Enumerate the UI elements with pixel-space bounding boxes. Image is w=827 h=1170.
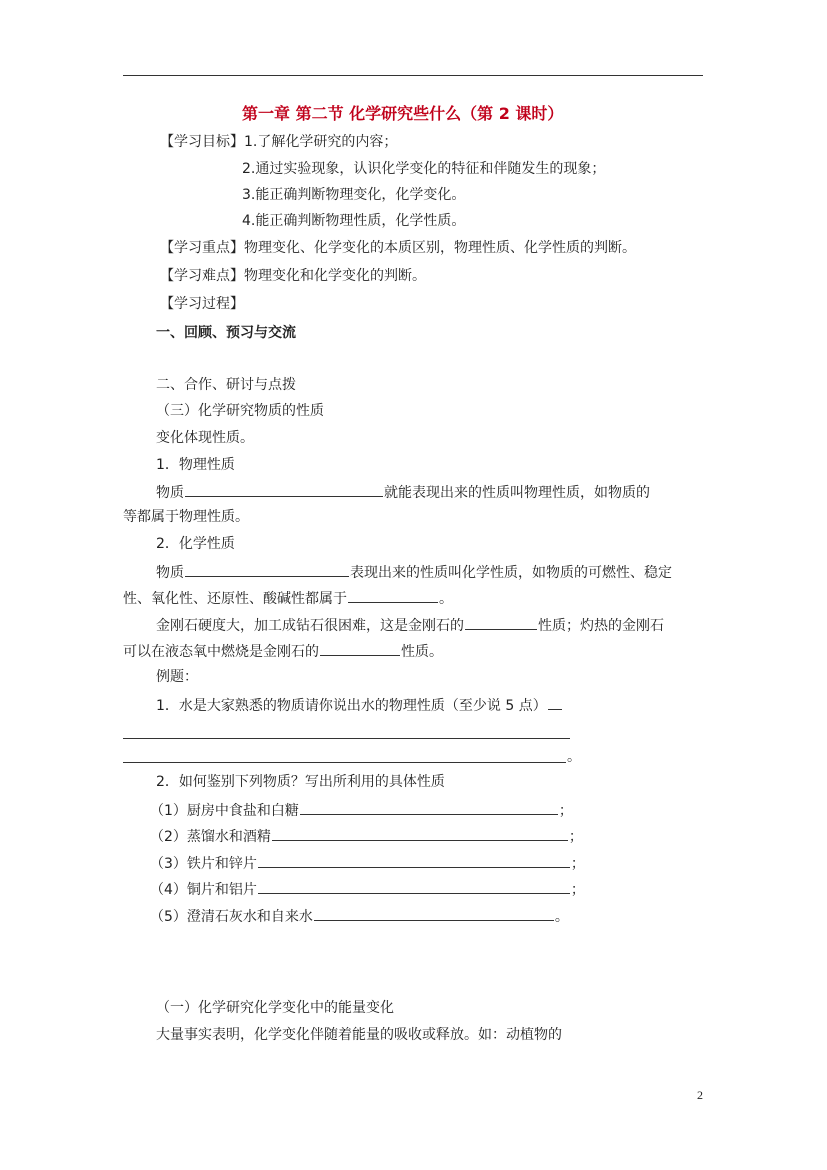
diamond-line-1: [156, 615, 664, 635]
difficulties-row: [160, 267, 426, 285]
text-span: 物质: [156, 485, 184, 501]
q2-item: [150, 879, 585, 899]
fill-blank[interactable]: [272, 826, 568, 841]
fill-blank[interactable]: [185, 562, 349, 577]
q2-item: [150, 906, 569, 926]
question-1: [156, 695, 563, 715]
subsection-heading: （一）化学研究化学变化中的能量变化: [156, 1000, 394, 1016]
question-text: 1．水是大家熟悉的物质请你说出水的物理性质（至少说 5 点）: [156, 698, 547, 714]
fill-blank[interactable]: [348, 588, 438, 603]
text-span: 可以在液态氧中燃烧是金刚石的: [123, 644, 319, 660]
fill-blank[interactable]: [300, 800, 558, 815]
item-end: ；: [568, 829, 583, 845]
text-span: 性质；灼热的金刚石: [538, 618, 664, 634]
fill-blank[interactable]: [314, 906, 554, 921]
objectives-label: 【学习目标】: [160, 134, 244, 150]
key-points-row: [160, 239, 636, 257]
text-span: 性、氧化性、还原性、酸碱性都属于: [123, 591, 347, 607]
item-label: （3）铁片和锌片: [150, 856, 257, 872]
difficulties-label: 【学习难点】: [160, 268, 244, 284]
fill-blank[interactable]: [258, 853, 570, 868]
text-span: 性质。: [401, 644, 443, 660]
energy-text: 大量事实表明，化学变化伴随着能量的吸收或释放。如：动植物的: [156, 1027, 562, 1043]
answer-end-punct: 。: [567, 749, 581, 765]
header-rule: [123, 75, 703, 76]
q2-item: [150, 853, 585, 873]
fill-blank[interactable]: [258, 879, 570, 894]
objective-item: 2.通过实验现象，认识化学变化的特征和伴随发生的现象；: [242, 161, 606, 177]
item-end: ；: [558, 803, 573, 819]
q2-item: [150, 800, 573, 820]
text-span: 。: [439, 591, 453, 607]
fill-blank[interactable]: [320, 641, 400, 656]
chemical-heading: 2．化学性质: [156, 536, 235, 552]
key-points-text: 物理变化、化学变化的本质区别，物理性质、化学性质的判断。: [244, 240, 636, 256]
objective-item: 1.了解化学研究的内容；: [244, 134, 398, 150]
fill-blank[interactable]: [465, 615, 537, 630]
text-span: 就能表现出来的性质叫物理性质，如物质的: [384, 485, 650, 501]
page-number: 2: [697, 1088, 703, 1102]
physical-line-1: [156, 482, 650, 502]
section-heading: 二、合作、研讨与点拨: [156, 377, 296, 393]
fill-blank[interactable]: [548, 695, 562, 710]
objectives-row-1: [160, 133, 397, 151]
difficulties-text: 物理变化和化学变化的判断。: [244, 268, 426, 284]
text-span: 表现出来的性质叫化学性质，如物质的可燃性、稳定: [350, 565, 672, 581]
example-label: 例题：: [156, 669, 198, 685]
answer-line[interactable]: [123, 738, 570, 739]
intro-text: 变化体现性质。: [156, 430, 254, 446]
chemical-line-1: [156, 562, 672, 582]
item-end: ；: [570, 856, 585, 872]
physical-heading: 1．物理性质: [156, 457, 235, 473]
diamond-line-2: [123, 641, 443, 661]
question-2: 2．如何鉴别下列物质？写出所利用的具体性质: [156, 774, 445, 790]
key-points-label: 【学习重点】: [160, 240, 244, 256]
text-span: 物质: [156, 565, 184, 581]
answer-line[interactable]: [123, 762, 566, 763]
chemical-line-2: [123, 588, 453, 608]
physical-line-2: 等都属于物理性质。: [123, 509, 249, 525]
item-end: 。: [554, 909, 569, 925]
fill-blank[interactable]: [185, 482, 383, 497]
section-heading: 一、回顾、预习与交流: [156, 325, 296, 341]
page-title: 第一章 第二节 化学研究些什么（第 2 课时）: [242, 104, 564, 123]
text-span: 金刚石硬度大，加工成钻石很困难，这是金刚石的: [156, 618, 464, 634]
objective-item: 4.能正确判断物理性质，化学性质。: [242, 213, 466, 229]
objective-item: 3.能正确判断物理变化，化学变化。: [242, 187, 466, 203]
q2-item: [150, 826, 583, 846]
item-label: （4）铜片和铝片: [150, 882, 257, 898]
item-label: （1）厨房中食盐和白糖: [150, 803, 299, 819]
item-label: （5）澄清石灰水和自来水: [150, 909, 313, 925]
subsection-heading: （三）化学研究物质的性质: [156, 403, 324, 419]
process-label: 【学习过程】: [160, 296, 244, 312]
item-label: （2）蒸馏水和酒精: [150, 829, 271, 845]
item-end: ；: [570, 882, 585, 898]
